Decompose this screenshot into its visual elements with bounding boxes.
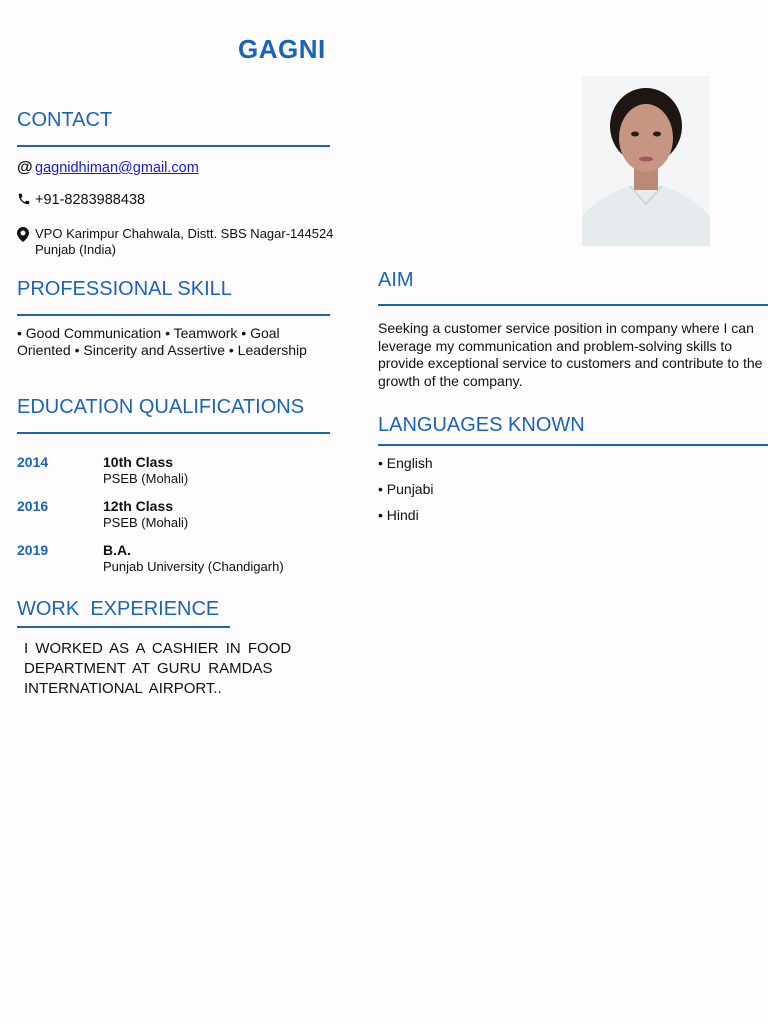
address-line-2: Punjab (India) bbox=[35, 242, 116, 257]
education-title: 10th Class bbox=[103, 454, 174, 470]
contact-heading: CONTACT bbox=[17, 109, 113, 131]
aim-heading: AIM bbox=[378, 269, 414, 291]
education-divider bbox=[17, 432, 330, 434]
portrait-image bbox=[582, 76, 710, 246]
work-divider bbox=[17, 626, 230, 628]
languages-divider bbox=[378, 444, 768, 446]
contact-divider bbox=[17, 145, 330, 147]
education-year: 2014 bbox=[17, 454, 49, 470]
skills-text: • Good Communication • Teamwork • Goal Oriented • Sincerity and Assertive • Leadership bbox=[17, 325, 307, 358]
resume-name: GAGNI bbox=[238, 34, 326, 64]
profile-photo bbox=[582, 76, 710, 246]
address-line-1: VPO Karimpur Chahwala, Distt. SBS Nagar-144524 bbox=[35, 226, 334, 241]
education-heading: EDUCATION QUALIFICATIONS bbox=[17, 396, 305, 418]
education-institution: PSEB (Mohali) bbox=[103, 471, 189, 486]
language-item: • Punjabi bbox=[378, 481, 434, 497]
email-link[interactable]: gagnidhiman@gmail.com bbox=[35, 160, 199, 176]
education-year: 2019 bbox=[17, 542, 49, 558]
education-institution: PSEB (Mohali) bbox=[103, 515, 189, 530]
contact-phone-row bbox=[17, 192, 145, 209]
education-title: B.A. bbox=[103, 542, 131, 558]
languages-heading: LANGUAGES KNOWN bbox=[378, 414, 585, 436]
work-experience-heading: WORK EXPERIENCE bbox=[17, 598, 220, 620]
phone-icon bbox=[17, 192, 35, 206]
contact-email-row bbox=[17, 160, 199, 177]
education-title: 12th Class bbox=[103, 498, 174, 514]
education-institution: Punjab University (Chandigarh) bbox=[103, 559, 284, 574]
language-item: • Hindi bbox=[378, 507, 419, 523]
aim-text: Seeking a customer service position in company where I can leverage my communication and problem-solving skills to provide exceptional service to customers and contribute to the growth of the company. bbox=[378, 320, 763, 389]
aim-divider bbox=[378, 304, 768, 306]
location-pin-icon bbox=[17, 226, 35, 242]
at-icon: @ bbox=[17, 159, 33, 176]
contact-address-row bbox=[17, 226, 333, 258]
phone-number: +91-8283988438 bbox=[35, 192, 146, 208]
professional-skill-heading: PROFESSIONAL SKILL bbox=[17, 278, 232, 300]
language-item: • English bbox=[378, 455, 433, 471]
skill-divider bbox=[17, 314, 330, 316]
education-year: 2016 bbox=[17, 498, 49, 514]
work-experience-text: I WORKED AS A CASHIER IN FOOD DEPARTMENT AT GURU RAMDAS INTERNATIONAL AIRPORT.. bbox=[24, 640, 292, 697]
